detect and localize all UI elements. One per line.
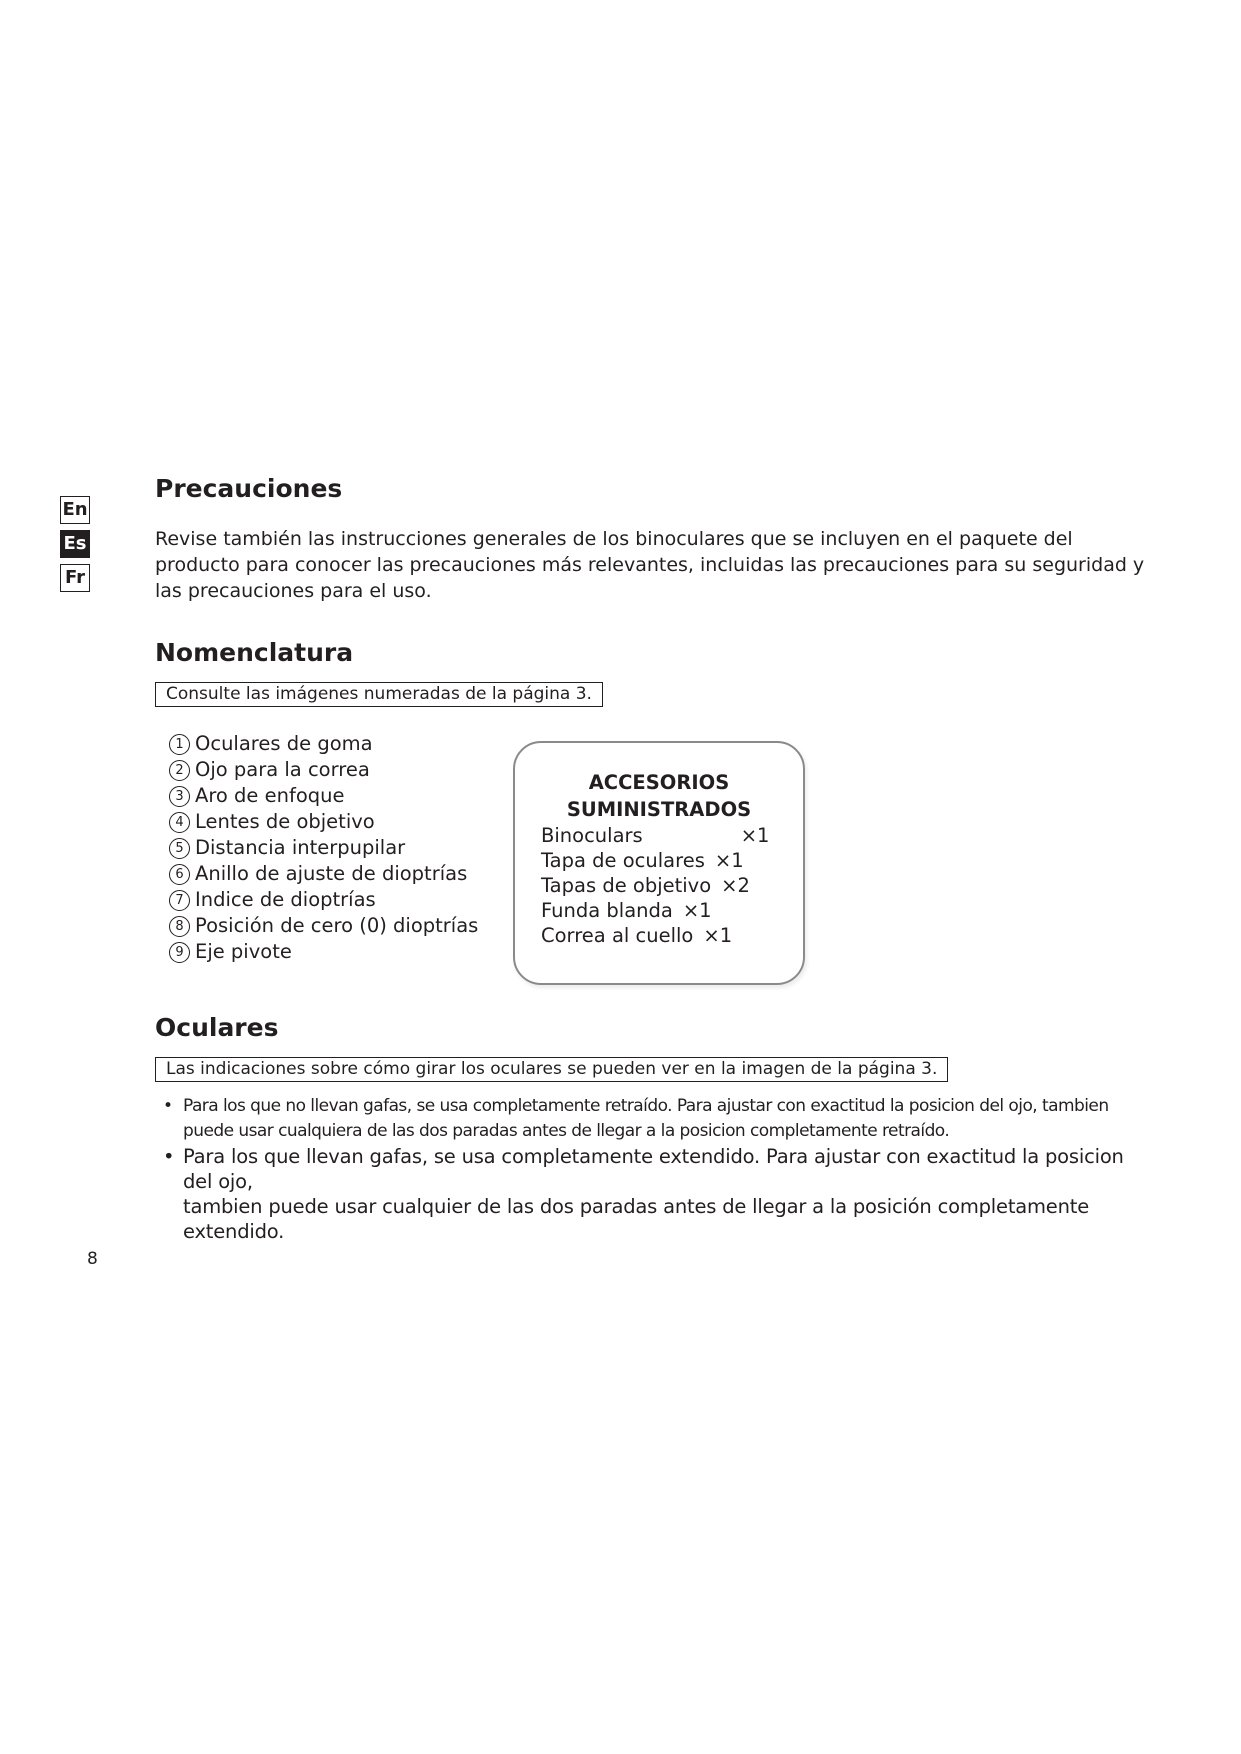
- part-label: Eje pivote: [195, 940, 292, 963]
- bullet-item-no-glasses: [159, 1094, 1145, 1144]
- language-tabs: [60, 496, 90, 598]
- language-tab-fr[interactable]: Fr: [60, 564, 90, 592]
- part-number: 8: [169, 916, 190, 937]
- accessory-qty: ×1: [740, 824, 770, 847]
- supplied-accessories-box: [513, 741, 805, 985]
- accessory-item: [541, 898, 803, 923]
- accessory-item: [541, 923, 803, 948]
- accessory-item: [541, 848, 803, 873]
- bullet-line: puede usar cualquiera de las dos paradas antes de llegar a la posicion completamente retraído.: [183, 1121, 950, 1141]
- eyepieces-section: [155, 1009, 1145, 1244]
- part-number: 4: [169, 812, 190, 833]
- part-label: Distancia interpupilar: [195, 836, 406, 859]
- part-label: Aro de enfoque: [195, 784, 345, 807]
- part-label: Anillo de ajuste de dioptrías: [195, 862, 468, 885]
- accessories-title-line1: ACCESORIOS: [588, 771, 730, 794]
- accessory-name: Correa al cuello: [541, 924, 694, 947]
- eyepieces-heading: Oculares: [155, 1013, 279, 1042]
- precautions-section: [155, 470, 1145, 604]
- part-number: 3: [169, 786, 190, 807]
- precautions-heading: Precauciones: [155, 474, 343, 503]
- part-number: 1: [169, 734, 190, 755]
- part-label: Lentes de objetivo: [195, 810, 375, 833]
- nomenclature-heading: Nomenclatura: [155, 638, 354, 667]
- bullet-line: Para los que no llevan gafas, se usa completamente retraído. Para ajustar con exactitud la posicion del ojo, tambien: [183, 1096, 1109, 1116]
- page-number: 8: [87, 1249, 98, 1269]
- accessory-qty: ×1: [682, 899, 712, 922]
- bullet-item-glasses: [159, 1144, 1145, 1244]
- part-number: 7: [169, 890, 190, 911]
- part-number: 6: [169, 864, 190, 885]
- nomenclature-area: [155, 731, 1145, 1001]
- accessories-list: [541, 823, 803, 948]
- accessory-qty: ×2: [721, 874, 750, 897]
- nomenclature-reference-note: Consulte las imágenes numeradas de la página 3.: [155, 682, 603, 707]
- precautions-text: Revise también las instrucciones generales de los binoculares que se incluyen en el paquete del producto para conocer las precauciones más relevantes, incluidas las precauciones para su seguridad y las precauciones para el uso.: [155, 528, 1145, 602]
- language-tab-es[interactable]: Es: [60, 530, 90, 558]
- page-content: [155, 470, 1145, 1244]
- accessory-name: Binoculars: [541, 824, 643, 847]
- part-number: 9: [169, 942, 190, 963]
- eyepieces-reference-note: Las indicaciones sobre cómo girar los oculares se pueden ver en la imagen de la página 3.: [155, 1057, 948, 1082]
- accessory-name: Tapas de objetivo: [541, 874, 712, 897]
- bullet-dot: •: [163, 1096, 173, 1116]
- language-tab-en[interactable]: En: [60, 496, 90, 524]
- accessory-item: [541, 873, 803, 898]
- accessory-name: Tapa de oculares: [541, 849, 705, 872]
- eyepieces-bullet-list: [155, 1094, 1145, 1244]
- bullet-line: Para los que llevan gafas, se usa completamente extendido. Para ajustar con exactitud la posicion del ojo,: [183, 1145, 1124, 1193]
- accessory-item: [541, 823, 803, 848]
- accessories-title-line2: SUMINISTRADOS: [566, 798, 752, 821]
- accessory-qty: ×1: [703, 924, 733, 947]
- part-label: Oculares de goma: [195, 732, 373, 755]
- part-number: 5: [169, 838, 190, 859]
- bullet-dot: •: [163, 1145, 175, 1168]
- part-label: Posición de cero (0) dioptrías: [195, 914, 479, 937]
- accessory-name: Funda blanda: [541, 899, 673, 922]
- part-number: 2: [169, 760, 190, 781]
- part-label: Ojo para la correa: [195, 758, 370, 781]
- part-label: Indice de dioptrías: [195, 888, 376, 911]
- nomenclature-section: [155, 634, 1145, 1001]
- accessory-qty: ×1: [714, 849, 744, 872]
- bullet-line: tambien puede usar cualquier de las dos paradas antes de llegar a la posición completamente extendido.: [183, 1195, 1090, 1243]
